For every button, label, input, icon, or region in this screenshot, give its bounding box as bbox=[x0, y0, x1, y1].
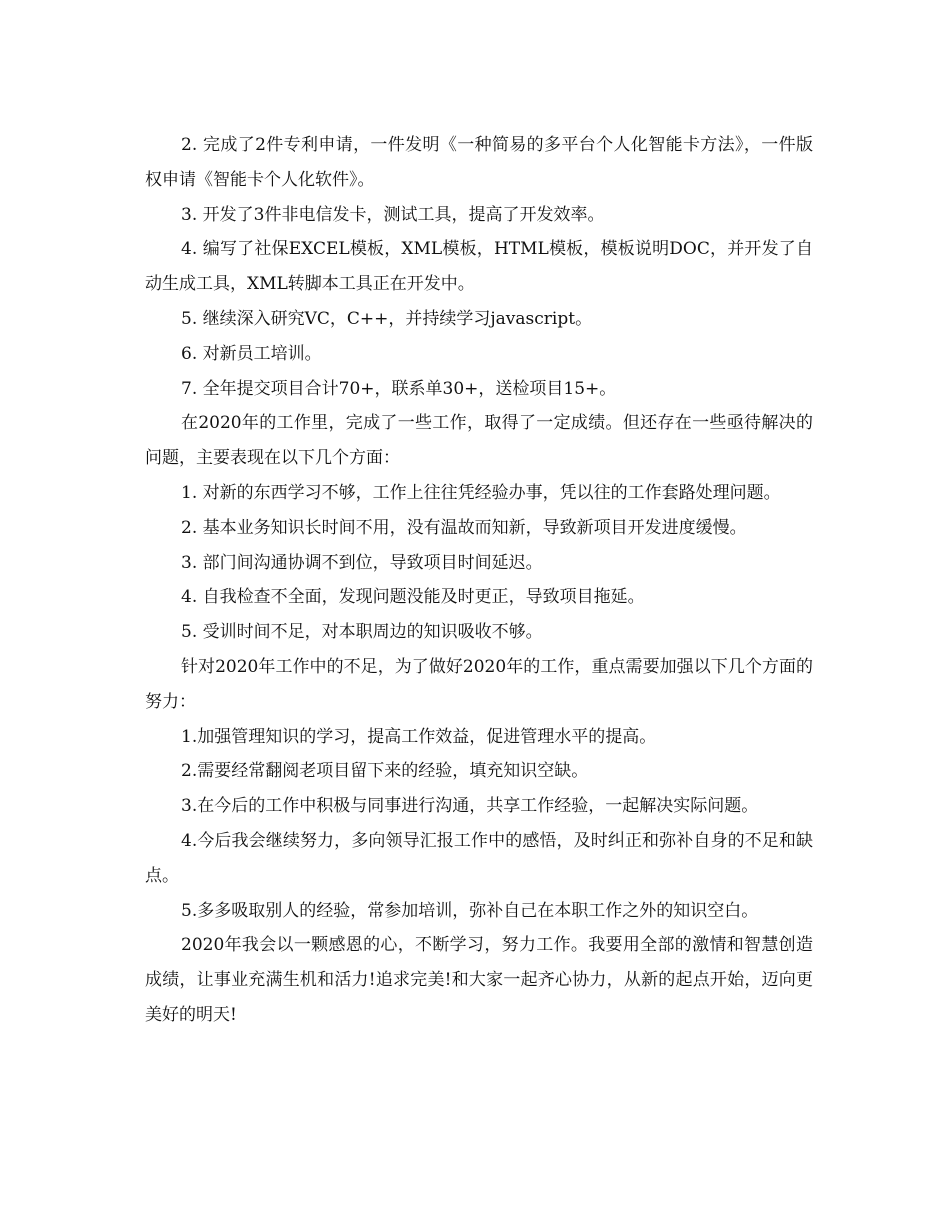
paragraph-improvement-5: 5.多多吸取别人的经验，常参加培训，弥补自己在本职工作之外的知识空白。 bbox=[181, 900, 759, 921]
paragraph-problem-1: 1. 对新的东西学习不够，工作上往往凭经验办事，凭以往的工作套路处理问题。 bbox=[181, 482, 781, 503]
paragraph-improvements-intro: 针对2020年工作中的不足，为了做好2020年的工作，重点需要加强以下几个方面的努力： bbox=[145, 656, 813, 712]
paragraph-problem-3: 3. 部门间沟通协调不到位，导致项目时间延迟。 bbox=[181, 552, 543, 573]
paragraph-improvement-4: 4.今后我会继续努力，多向领导汇报工作中的感悟，及时纠正和弥补自身的不足和缺点。 bbox=[145, 830, 813, 886]
paragraph-improvement-3: 3.在今后的工作中积极与同事进行沟通，共享工作经验，一起解决实际问题。 bbox=[181, 796, 759, 817]
paragraph-improvement-2: 2.需要经常翻阅老项目留下来的经验，填充知识空缺。 bbox=[181, 761, 589, 782]
paragraph-problem-2: 2. 基本业务知识长时间不用，没有温故而知新，导致新项目开发进度缓慢。 bbox=[181, 517, 747, 538]
document-body bbox=[145, 128, 813, 1033]
paragraph-problems-intro: 在2020年的工作里，完成了一些工作，取得了一定成绩。但还存在一些亟待解决的问题，主要表现在以下几个方面： bbox=[145, 413, 813, 469]
paragraph-improvement-1: 1.加强管理知识的学习，提高工作效益，促进管理水平的提高。 bbox=[181, 726, 657, 747]
paragraph-achievement-5: 5. 继续深入研究VC，C++，并持续学习javascript。 bbox=[181, 308, 593, 329]
paragraph-conclusion: 2020年我会以一颗感恩的心，不断学习，努力工作。我要用全部的激情和智慧创造成绩，让事业充满生机和活力!追求完美!和大家一起齐心协力，从新的起点开始，迈向更美好的明天! bbox=[145, 935, 813, 1025]
paragraph-achievement-7: 7. 全年提交项目合计70+，联系单30+，送检项目15+。 bbox=[181, 378, 617, 399]
paragraph-problem-5: 5. 受训时间不足，对本职周边的知识吸收不够。 bbox=[181, 622, 543, 643]
paragraph-problem-4: 4. 自我检查不全面，发现问题没能及时更正，导致项目拖延。 bbox=[181, 587, 645, 608]
paragraph-achievement-4: 4. 编写了社保EXCEL模板，XML模板，HTML模板，模板说明DOC，并开发了自动生成工具，XML转脚本工具正在开发中。 bbox=[145, 239, 813, 295]
paragraph-achievement-2: 2. 完成了2件专利申请，一件发明《一种简易的多平台个人化智能卡方法》，一件版权申请《智能卡个人化软件》。 bbox=[145, 135, 813, 190]
paragraph-achievement-3: 3. 开发了3件非电信发卡，测试工具，提高了开发效率。 bbox=[181, 204, 605, 225]
paragraph-achievement-6: 6. 对新员工培训。 bbox=[181, 343, 322, 364]
